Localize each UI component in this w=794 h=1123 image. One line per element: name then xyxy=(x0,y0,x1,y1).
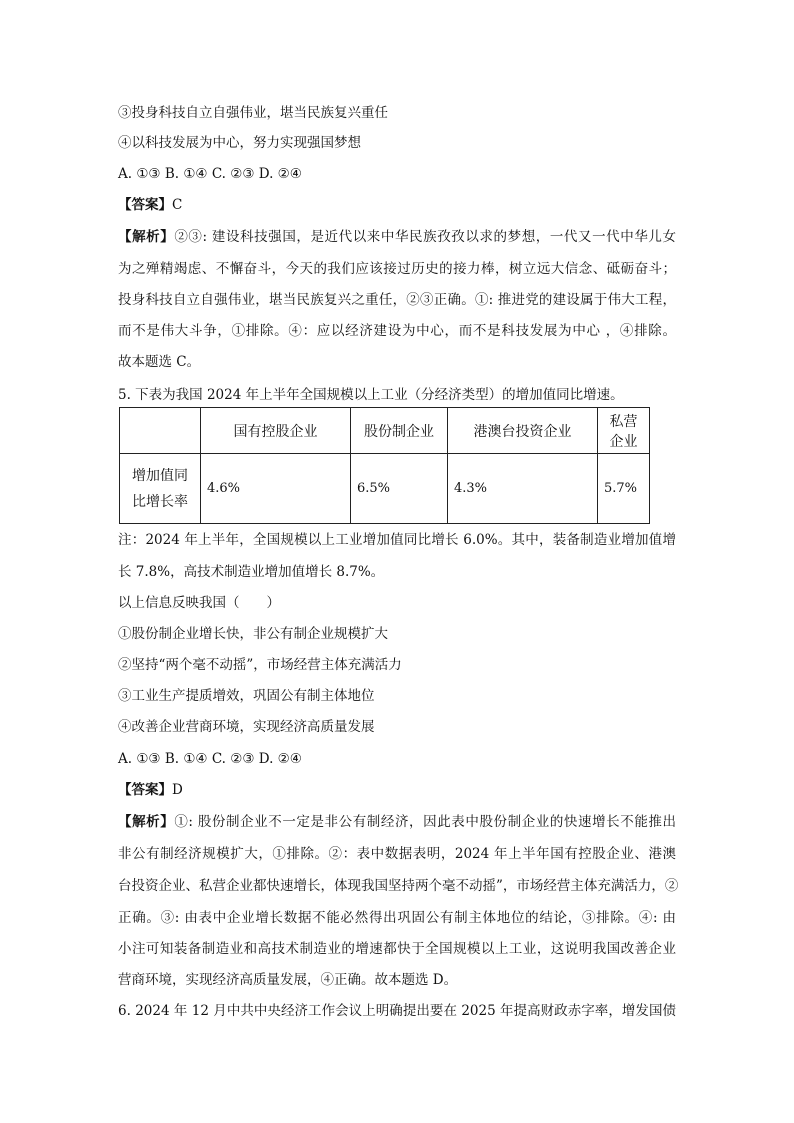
value-private: 5.7% xyxy=(598,454,650,524)
row-label-growth-rate: 增加值同 比增长率 xyxy=(120,454,201,524)
q5-option-2: ②坚持“两个毫不动摇”，市场经营主体充满活力 xyxy=(118,657,402,673)
q5-analysis-line-1: 【解析】①: 股份制企业不一定是非公有制经济，因此表中股份制企业的快速增长不能推出 xyxy=(118,814,676,830)
q5-prompt: 以上信息反映我国（ ） xyxy=(118,595,280,611)
q5-analysis-line-5: 小注可知装备制造业和高技术制造业的增速都快于全国规模以上工业，这说明我国改善企业 xyxy=(118,941,676,957)
q5-stem: 5. 下表为我国 2024 年上半年全国规模以上工业（分经济类型）的增加值同比增速。 xyxy=(118,387,624,403)
answer-value: D xyxy=(172,782,183,798)
q4-option-3: ③投身科技自立自强伟业，堪当民族复兴重任 xyxy=(118,105,388,121)
table-corner-cell xyxy=(120,408,201,454)
header-state-holding: 国有控股企业 xyxy=(201,408,351,454)
q5-analysis-line-4: 正确。③: 由表中企业增长数据不能必然得出巩固公有制主体地位的结论，③排除。④: 由 xyxy=(118,910,676,926)
q4-analysis-line-5: 故本题选 C。 xyxy=(118,354,201,370)
answer-value: C xyxy=(172,197,183,213)
analysis-label: 【解析】 xyxy=(118,229,175,245)
q5-option-1: ①股份制企业增长快，非公有制企业规模扩大 xyxy=(118,626,388,642)
q4-answer xyxy=(118,196,182,214)
answer-label: 【答案】 xyxy=(118,782,172,798)
value-shareholding: 6.5% xyxy=(351,454,448,524)
header-hk-macao-taiwan: 港澳台投资企业 xyxy=(448,408,598,454)
q4-option-4: ④以科技发展为中心，努力实现强国梦想 xyxy=(118,135,361,151)
answer-label: 【答案】 xyxy=(118,197,172,213)
q5-option-4: ④改善企业营商环境，实现经济高质量发展 xyxy=(118,719,375,735)
q5-answer xyxy=(118,781,183,799)
q5-note-line-2: 长 7.8%，高技术制造业增加值增长 8.7%。 xyxy=(118,564,385,580)
q5-choices: A. ①③ B. ①④ C. ②③ D. ②④ xyxy=(118,751,302,767)
q4-analysis-line-1: 【解析】②③: 建设科技强国，是近代以来中华民族孜孜以求的梦想，一代又一代中华儿女 xyxy=(118,229,676,245)
q4-analysis-line-4: 而不是伟大斗争，①排除。④：应以经济建设为中心，而不是科技发展为中心 ，④排除。 xyxy=(118,323,676,339)
q4-analysis-line-2: 为之殚精竭虑、不懈奋斗，今天的我们应该接过历史的接力棒，树立远大信念、砥砺奋斗； xyxy=(118,261,676,277)
analysis-label: 【解析】 xyxy=(118,814,175,830)
q5-note-line-1: 注：2024 年上半年，全国规模以上工业增加值同比增长 6.0%。其中，装备制造业增加值增 xyxy=(118,532,676,548)
header-shareholding: 股份制企业 xyxy=(351,408,448,454)
q4-choices: A. ①③ B. ①④ C. ②③ D. ②④ xyxy=(118,166,302,182)
header-private: 私营企业 xyxy=(598,408,650,454)
q5-analysis-line-3: 台投资企业、私营企业都快速增长，体现我国坚持两个毫不动摇”，市场经营主体充满活力，② xyxy=(118,878,679,894)
value-state-holding: 4.6% xyxy=(201,454,351,524)
q5-analysis-line-6: 营商环境，实现经济高质量发展，④正确。故本题选 D。 xyxy=(118,972,458,988)
q5-data-table xyxy=(119,407,650,524)
table-header-row xyxy=(120,408,650,454)
table-row xyxy=(120,454,650,524)
q6-stem: 6. 2024 年 12 月中共中央经济工作会议上明确提出要在 2025 年提高财政赤字率，增发国债 xyxy=(118,1003,676,1019)
q5-analysis-line-2: 非公有制经济规模扩大，①排除。②：表中数据表明，2024 年上半年国有控股企业、港澳 xyxy=(118,846,676,862)
value-hk-macao-taiwan: 4.3% xyxy=(448,454,598,524)
q5-option-3: ③工业生产提质增效，巩固公有制主体地位 xyxy=(118,688,375,704)
q4-analysis-line-3: 投身科技自立自强伟业，堪当民族复兴之重任，②③正确。①: 推进党的建设属于伟大工程， xyxy=(118,292,676,308)
